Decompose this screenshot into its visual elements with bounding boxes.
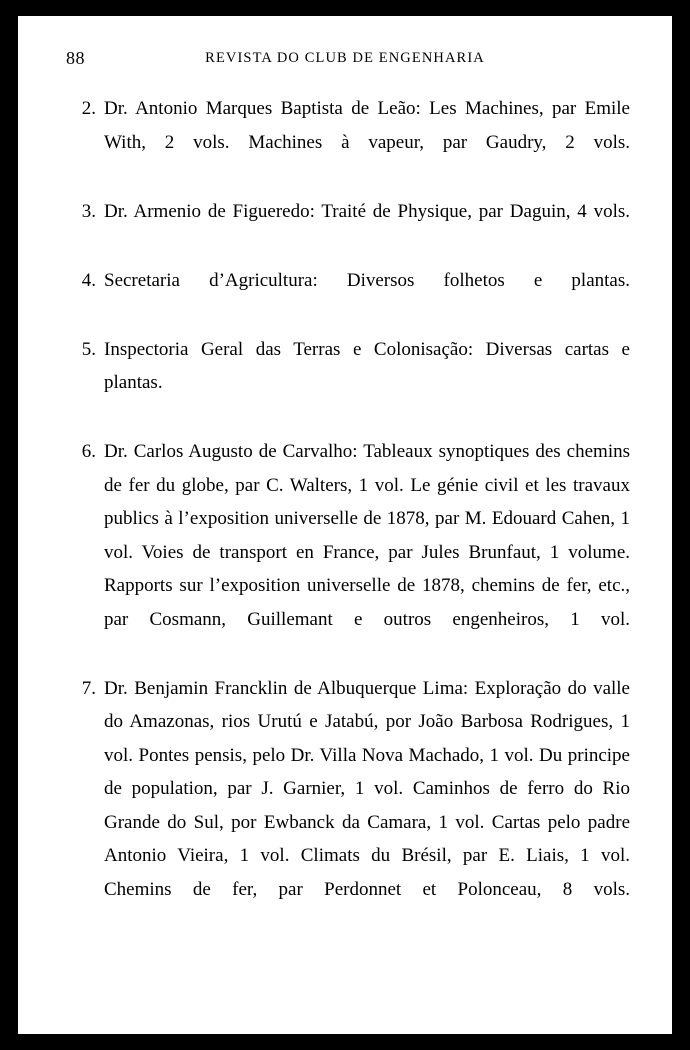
list-item <box>70 195 630 262</box>
list-item <box>70 92 630 193</box>
list-item <box>70 333 630 434</box>
page-number: 88 <box>66 48 85 68</box>
list-item-text: Dr. Antonio Marques Baptista de Leão: Les Machines, par Emile With, 2 vols. Machines à vapeur, par Gaudry, 2 vols. <box>104 98 630 153</box>
page-content <box>18 16 672 1034</box>
list-item-number: 3. <box>81 200 96 222</box>
list-item-text: Dr. Armenio de Figueredo: Traité de Physique, par Daguin, 4 vols. <box>104 200 630 222</box>
list-item <box>70 672 630 940</box>
page-paper <box>18 16 672 1034</box>
list-item-number: 7. <box>81 677 96 699</box>
numbered-list <box>70 92 630 942</box>
list-item-number: 6. <box>81 441 96 462</box>
list-item <box>70 264 630 331</box>
list-item-text: Secretaria d’Agricultura: Diversos folhetos e plantas. <box>104 269 630 291</box>
page-header <box>18 48 672 72</box>
list-item-number: 4. <box>81 269 96 291</box>
running-head: REVISTA DO CLUB DE ENGENHARIA <box>205 50 485 66</box>
list-item-text: Dr. Carlos Augusto de Carvalho: Tableaux synoptiques des chemins de fer du globe, par C. Walters, 1 vol. Le génie civil et les travaux publics à l’exposition universelle de 1878, par M. Edouard Cahen, 1 vol. Voies de transport en France, par Jules Brunfaut, 1 volume. Rapports sur l’exposition universelle de 1878, chemins de fer, etc., par Cosmann, Guillemant e outros engenheiros, 1 vol. <box>104 441 630 630</box>
list-item-text: Inspectoria Geral das Terras e Colonisação: Diversas cartas e plantas. <box>104 338 630 393</box>
list-item-number: 2. <box>81 98 96 119</box>
list-item-number: 5. <box>81 338 96 360</box>
list-item-text: Dr. Benjamin Francklin de Albuquerque Lima: Exploração do valle do Amazonas, rios Urutú e Jatabú, por João Barbosa Rodrigues, 1 vol. Pontes pensis, pelo Dr. Villa Nova Machado, 1 vol. Du principe de population, par J. Garnier, 1 vol. Caminhos de ferro do Rio Grande do Sul, por Ewbanck da Camara, 1 vol. Cartas pelo padre Antonio Vieira, 1 vol. Climats du Brésil, par E. Liais, 1 vol. Chemins de fer, par Perdonnet et Polonceau, 8 vols. <box>104 677 630 900</box>
list-item <box>70 435 630 670</box>
